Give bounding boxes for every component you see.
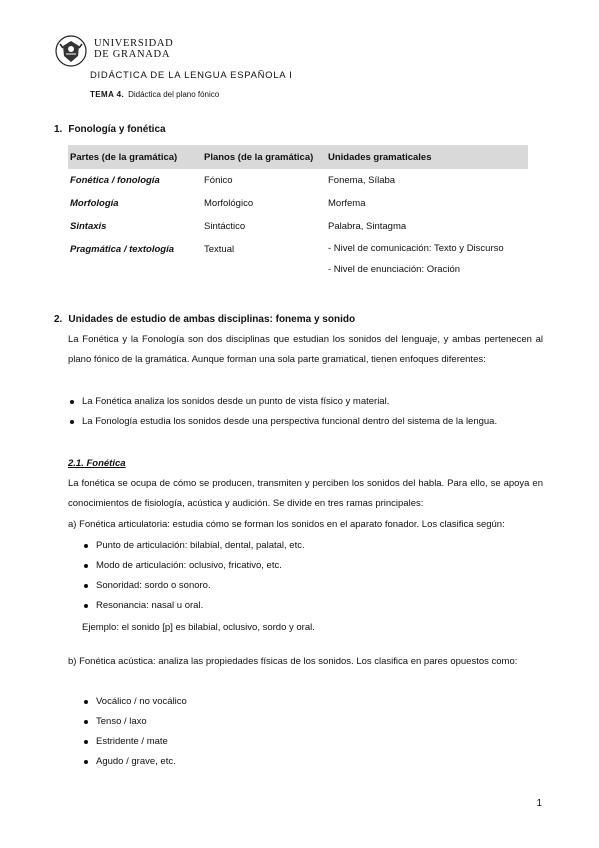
table-cell-plane: Fónico: [204, 175, 233, 186]
table-header-cell: Partes (de la gramática): [68, 145, 202, 169]
table-cell-part: Sintaxis: [70, 221, 107, 232]
tema-line: TEMA 4. Didáctica del plano fónico: [90, 90, 220, 99]
university-name: UNIVERSIDAD DE GRANADA: [94, 38, 174, 60]
units-line: - Nivel de comunicación: Texto y Discurso: [328, 243, 504, 254]
list-item: La Fonética analiza los sonidos desde un punto de vista físico y material.: [68, 392, 497, 412]
section-2-bullets: [68, 392, 497, 432]
document-header: [54, 34, 554, 106]
section-2-heading: 2. Unidades de estudio de ambas disciplinas: fonema y sonido: [54, 314, 356, 325]
list-item: Punto de articulación: bilabial, dental, palatal, etc.: [82, 536, 305, 556]
table-row: [68, 215, 528, 238]
table-cell-plane: Morfológico: [204, 198, 254, 209]
table-header-row: [68, 145, 528, 169]
list-item: Agudo / grave, etc.: [82, 752, 187, 772]
list-item: La Fonología estudia los sonidos desde una perspectiva funcional dentro del sistema de la lengua.: [68, 412, 497, 432]
list-item: Estridente / mate: [82, 732, 187, 752]
units-line: - Nivel de enunciación: Oración: [328, 264, 461, 275]
table-cell-plane: Textual: [204, 244, 235, 255]
table-header-cell: Planos (de la gramática): [202, 145, 326, 169]
table-cell-plane: Sintáctico: [204, 221, 246, 232]
table-cell-units: [326, 238, 528, 280]
subsection-heading: 2.1. Fonética: [68, 458, 126, 469]
table-row: [68, 169, 528, 192]
list-item: Sonoridad: sordo o sonoro.: [82, 576, 305, 596]
grammar-table: [68, 145, 528, 280]
branch-b-text: b) Fonética acústica: analiza las propiedades físicas de los sonidos. Los clasifica en pares opuestos como:: [68, 656, 518, 667]
branch-a-bullets: [82, 536, 305, 616]
branch-a-text: a) Fonética articulatoria: estudia cómo se forman los sonidos en el aparato fonador. Los clasifica según:: [68, 519, 505, 530]
list-item: Modo de articulación: oclusivo, fricativo, etc.: [82, 556, 305, 576]
table-cell-units: Palabra, Sintagma: [328, 221, 407, 232]
branch-a-example: Ejemplo: el sonido [p] es bilabial, oclusivo, sordo y oral.: [82, 622, 315, 633]
table-cell-units: Morfema: [328, 198, 366, 209]
subsection-intro: La fonética se ocupa de cómo se producen, transmiten y perciben los sonidos del habla. Para ello, se apoya en conocimientos de fisiología, acústica y audición. Se divide en tres ramas principales:: [68, 478, 543, 509]
table-cell-units: Fonema, Sílaba: [328, 175, 396, 186]
course-title: DIDÁCTICA DE LA LENGUA ESPAÑOLA I: [90, 70, 293, 81]
section-2-intro: La Fonética y la Fonología son dos disciplinas que estudian los sonidos del lenguaje, y ambas pertenecen al plano fónico de la gramática. Aunque forman una sola parte gramatical, tienen enfoques diferentes:: [68, 334, 543, 365]
table-header-cell: Unidades gramaticales: [326, 145, 528, 169]
list-item: Vocálico / no vocálico: [82, 692, 187, 712]
list-item: Resonancia: nasal u oral.: [82, 596, 305, 616]
table-cell-part: Pragmática / textología: [70, 244, 175, 255]
table-row: [68, 192, 528, 215]
branch-b-bullets: [82, 692, 187, 772]
table-cell-part: Morfología: [70, 198, 119, 209]
table-cell-part: Fonética / fonología: [70, 175, 160, 186]
table-row: [68, 238, 528, 280]
list-item: Tenso / laxo: [82, 712, 187, 732]
section-1-heading: 1. Fonología y fonética: [54, 124, 166, 135]
university-crest-icon: [54, 34, 88, 68]
page-number: 1: [536, 798, 542, 809]
